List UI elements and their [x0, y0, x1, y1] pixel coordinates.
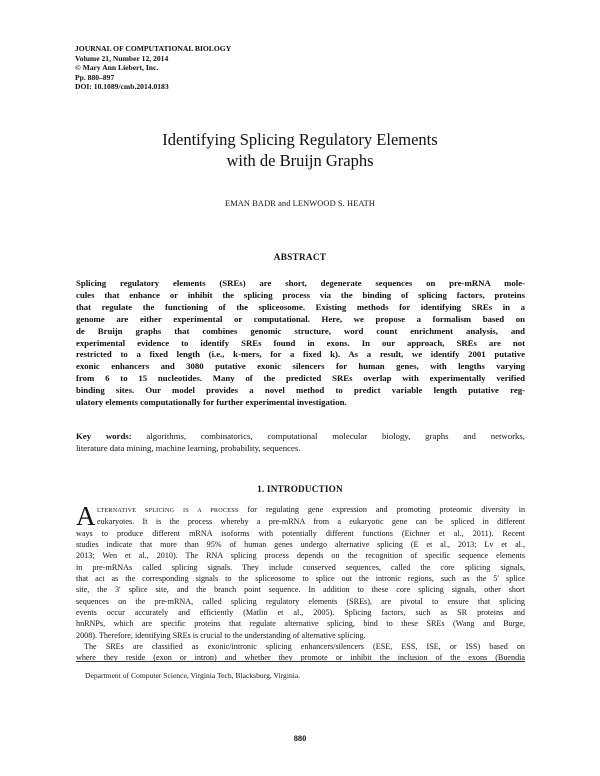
journal-info [75, 44, 231, 92]
keywords-text-1: algorithms, combinatorics, computational molecular biology, graphs and networks, [146, 431, 525, 441]
keywords [76, 431, 525, 455]
intro-line-1 [76, 504, 525, 516]
small-caps-lead: LTERNATIVE SPLICING IS A PROCESS [97, 507, 239, 514]
footnote-affiliation: Department of Computer Science, Virginia Tech, Blacksburg, Virginia. [85, 671, 301, 680]
abstract-heading: ABSTRACT [273, 252, 327, 262]
abstract-line: cules that enhance or inhibit the splicing process via the binding of splicing factors, proteins [76, 289, 525, 300]
intro-line: events occur accurately and efficiently (Matlin et al., 2005). Splicing factors, such as SR proteins and [76, 608, 525, 618]
intro-line: site, the 3′ splice site, and the branch point sequence. In addition to these core splicing signals, other short [76, 585, 525, 595]
abstract-line: that regulate the functioning of the spliceosome. Existing methods for identifying SREs in a [76, 301, 525, 312]
intro-line: hnRNPs, which are specific proteins that regulate alternative splicing, bind to these SREs (Wang and Burge, [76, 619, 525, 629]
abstract-line: exonic enhancers and 3080 putative exonic silencers for human genes, with lengths varying [76, 361, 525, 372]
intro-line: 2013; Wen et al., 2010). The RNA splicing process depends on the recognition of specific sequence elements [76, 551, 525, 561]
journal-doi: DOI: 10.1089/cmb.2014.0183 [75, 82, 169, 91]
intro-line: that act as the corresponding signals to the spliceosome to splice out the intronic regions, such as the 5′ splice [76, 574, 525, 584]
footnote-divider [76, 661, 525, 662]
paper-title [60, 129, 540, 171]
abstract-line: experimental evidence to identify SREs found in exons. In our approach, SREs are not [76, 337, 525, 348]
intro-line: ways to produce different mRNA isoforms with potentially different functions (Eichner et al., 2011). Recent [76, 528, 525, 538]
intro-line: in pre-mRNAs called splicing signals. They include conserved sequences, called the core splicing signals, [76, 562, 525, 572]
intro-line: where they reside (exon or intron) and whether they promote or inhibit the inclusion of the exons (Buendia [76, 653, 525, 663]
intro-line: 2008). Therefore, identifying SREs is crucial to the understanding of alternative splicing. [76, 630, 366, 640]
journal-copyright: © Mary Ann Liebert, Inc. [75, 63, 159, 72]
abstract-line: binding sites. Our model provides a novel method to predict variable length putative reg- [76, 385, 525, 396]
intro-line: sequences on the pre-mRNA, called splicing regulatory elements (SREs), are pivotal to ensure that splicing [76, 596, 525, 606]
authors: EMAN BADR and LENWOOD S. HEATH [224, 199, 375, 208]
page-number: 880 [293, 734, 307, 743]
intro-line: eukaryotes. It is the process whereby a pre-mRNA from a eukaryotic gene can be spliced in different [97, 517, 525, 527]
section-heading-introduction: 1. INTRODUCTION [257, 484, 343, 494]
abstract-line: de Bruijn graphs that combines genomic structure, word count enrichment analysis, and [76, 325, 525, 336]
title-line-2: with de Bruijn Graphs [226, 151, 374, 170]
keywords-label: Key words: [76, 431, 132, 441]
intro-line: studies indicate that more than 95% of human genes undergo alternative splicing (E et al., 2013; Lv et al., [76, 540, 525, 550]
journal-volume: Volume 21, Number 12, 2014 [75, 53, 169, 63]
abstract-line: genome are either experimental or computational. Here, we propose a formalism based on [76, 313, 525, 324]
abstract-line: ulatory elements computationally for further experimental investigation. [76, 397, 347, 408]
drop-cap: A [76, 501, 96, 531]
keywords-line-2: literature data mining, machine learning, probability, sequences. [76, 442, 301, 453]
introduction-body [76, 501, 526, 664]
intro-line-1-text: for regulating gene expression and promoting proteomic diversity in [247, 505, 526, 514]
abstract-line: restricted to a fixed length (i.e., k-mers, for a fixed k). As a result, we identify 2001 putative [76, 349, 525, 360]
intro-line: The SREs are classified as exonic/intronic splicing enhancers/silencers (ESE, ESS, ISE, or ISS) based on [84, 642, 525, 652]
abstract-body [76, 278, 525, 409]
journal-pages: Pp. 880–897 [75, 72, 115, 82]
journal-name: JOURNAL OF COMPUTATIONAL BIOLOGY [75, 44, 232, 53]
title-line-1: Identifying Splicing Regulatory Elements [162, 130, 438, 149]
abstract-line: Splicing regulatory elements (SREs) are short, degenerate sequences on pre-mRNA mole- [76, 278, 525, 288]
abstract-line: from 6 to 15 nucleotides. Many of the predicted SREs overlap with experimentally verified [76, 373, 525, 384]
keywords-line-1 [76, 431, 525, 443]
